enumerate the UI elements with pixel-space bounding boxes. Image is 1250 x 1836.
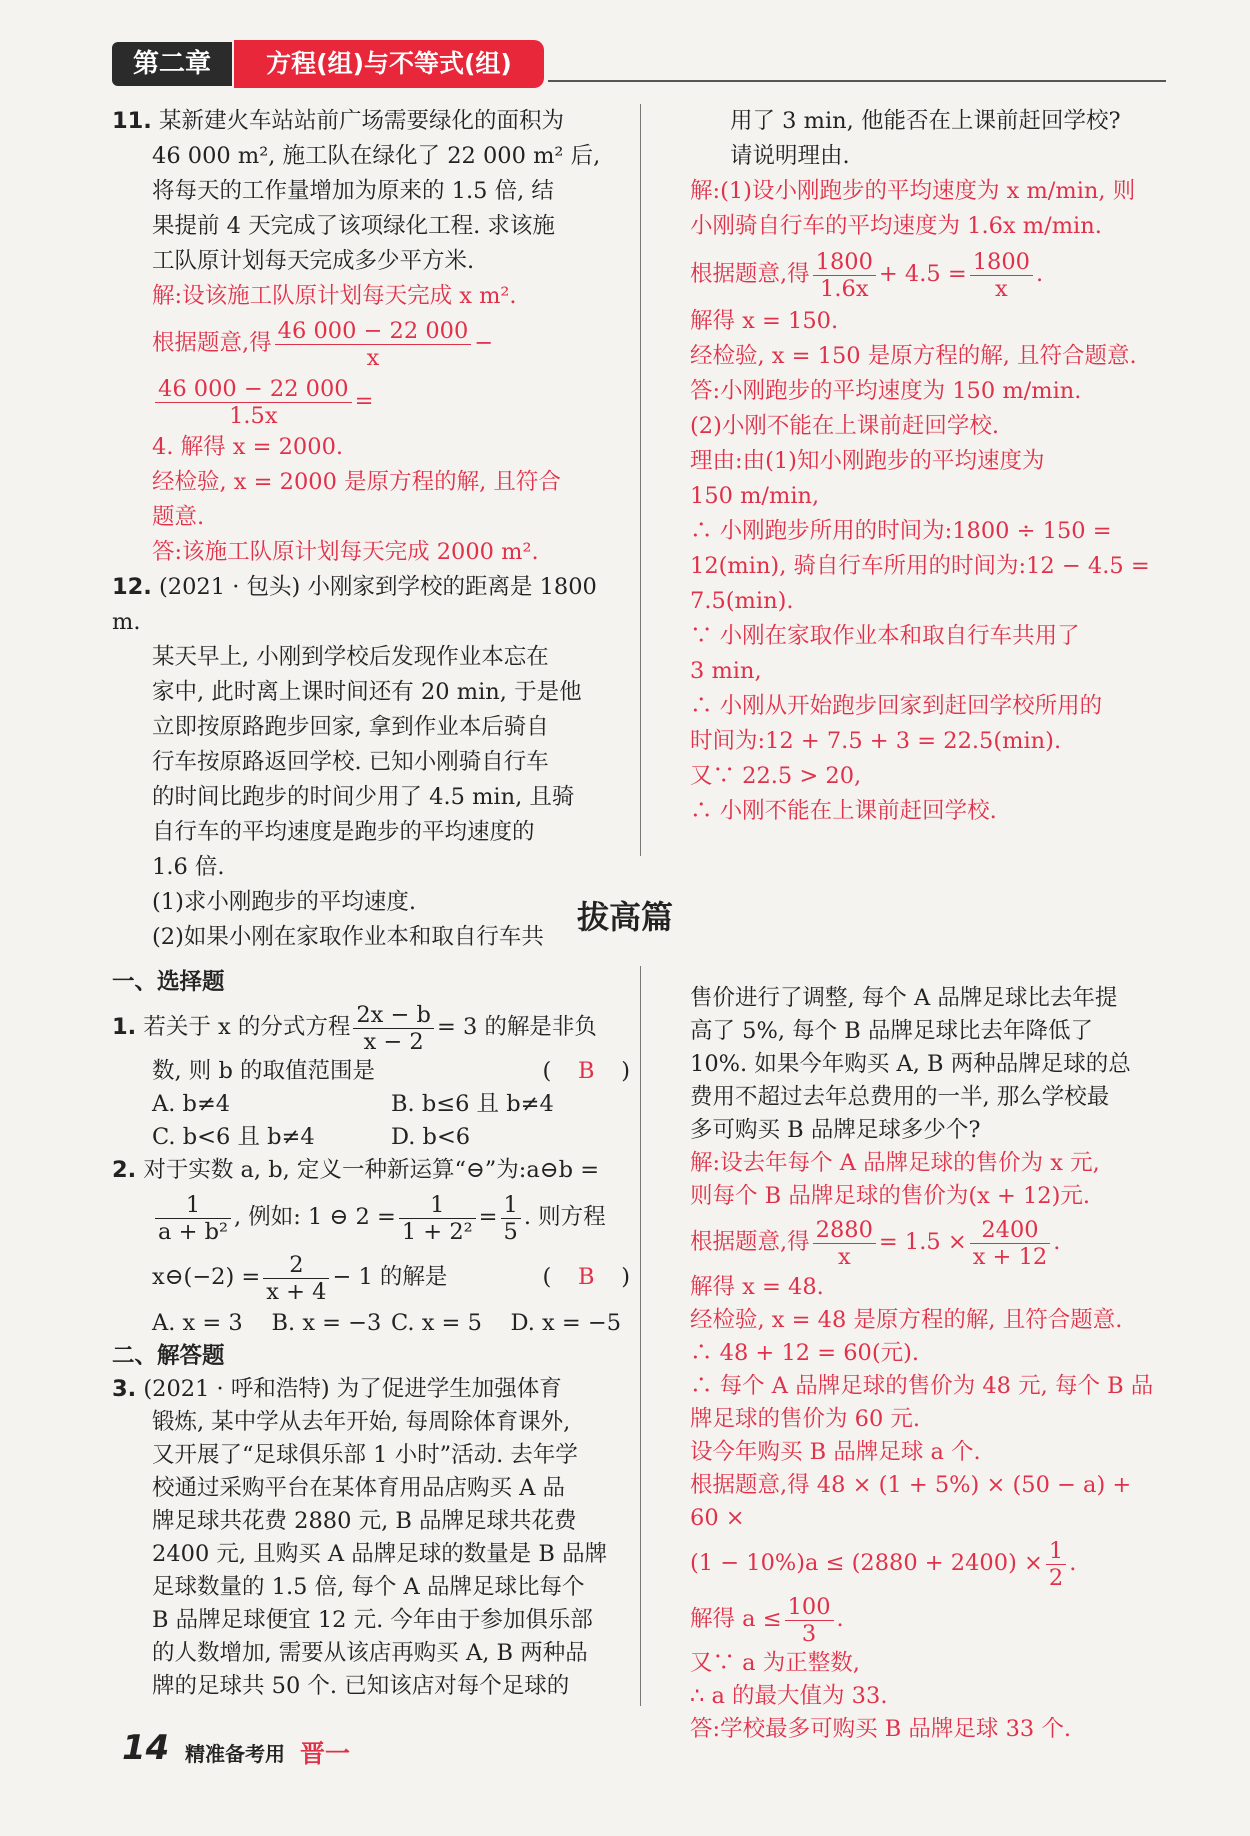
denominator: 3: [801, 1620, 817, 1647]
numerator: 2400: [970, 1217, 1050, 1244]
solution-line: 题意.: [152, 504, 205, 530]
q12-text: (2)如果小刚在家取作业本和取自行车共: [152, 924, 544, 950]
section-title: 拔高篇: [576, 898, 673, 936]
q3-solution: [690, 1147, 1166, 1746]
q1-stem: [112, 999, 630, 1055]
equation-text: 根据题意,得: [152, 330, 272, 356]
q3-text: 费用不超过去年总费用的一半, 那么学校最: [690, 1084, 1110, 1110]
numerator: 1800: [813, 249, 876, 276]
q3-text: 多可购买 B 品牌足球多少个?: [690, 1117, 981, 1143]
q3-text: (2021 · 呼和浩特) 为了促进学生加强体育: [143, 1376, 562, 1402]
q12-text: (2021 · 包头) 小刚家到学校的距离是 1800 m.: [112, 574, 597, 635]
q3-text: 2400 元, 且购买 A 品牌足球的数量是 B 品牌: [152, 1541, 608, 1567]
solution-equation: [112, 314, 630, 430]
q3-text: 牌足球共花费 2880 元, B 品牌足球共花费: [152, 1508, 577, 1534]
numerator: 1: [399, 1192, 476, 1219]
fraction: [501, 1192, 521, 1245]
q3-text: 高了 5%, 每个 B 品牌足球比去年降低了: [690, 1018, 1093, 1044]
chapter-label: 第二章: [112, 42, 232, 86]
q2-equation: [152, 1247, 447, 1307]
option-c[interactable]: C. b<6 且 b≠4: [152, 1124, 315, 1150]
solution-line: ∵ 小刚在家取作业本和取自行车共用了: [690, 623, 1080, 649]
solution-line: ∴ 48 + 12 = 60(元).: [690, 1340, 920, 1366]
q3-line: [112, 1373, 630, 1406]
q1-stem-2: [112, 1055, 630, 1088]
option-a[interactable]: A. x = 3: [152, 1310, 243, 1336]
q1-text: = 3 的解是非负: [436, 1014, 597, 1040]
paren: ): [621, 1264, 630, 1290]
q3-text: 足球数量的 1.5 倍, 每个 A 品牌足球比每个: [152, 1574, 585, 1600]
numerator: 1800: [970, 249, 1033, 276]
solution-line: 经检验, x = 150 是原方程的解, 且符合题意.: [690, 343, 1137, 369]
q12-text: 立即按原路跑步回家, 拿到作业本后骑自: [152, 714, 549, 740]
denominator: x: [995, 275, 1008, 302]
operator: .: [1053, 1229, 1061, 1255]
fraction: [353, 1002, 434, 1055]
paren: ): [621, 1058, 630, 1084]
operator: + 4.5 =: [878, 261, 967, 287]
fraction: [399, 1192, 476, 1245]
q3-text: 又开展了“足球俱乐部 1 小时”活动. 去年学: [152, 1442, 578, 1468]
answer-slot: [542, 1247, 630, 1307]
equation-text: 解得 a ≤: [690, 1606, 782, 1632]
q11-text: 将每天的工作量增加为原来的 1.5 倍, 结: [152, 178, 554, 204]
q2-text: . 则方程: [523, 1204, 606, 1230]
solution-equation: [690, 1535, 1166, 1591]
operator: −: [474, 330, 494, 356]
solution-line: 设今年购买 B 品牌足球 a 个.: [690, 1439, 981, 1465]
q1-options-row: [112, 1121, 630, 1154]
q1-answer: B: [577, 1058, 595, 1084]
q2-text: x⊖(−2) =: [152, 1264, 261, 1290]
numerator: 100: [785, 1594, 834, 1621]
numerator: 1: [155, 1192, 231, 1219]
solution-line: 解:设去年每个 A 品牌足球的售价为 x 元,: [690, 1150, 1100, 1176]
solution-line: 7.5(min).: [690, 588, 794, 614]
q3-text: 校通过采购平台在某体育用品店购买 A 品: [152, 1475, 566, 1501]
solution-line: 答:小刚跑步的平均速度为 150 m/min.: [690, 378, 1082, 404]
top-right-column: [690, 104, 1166, 829]
denominator: 5: [503, 1218, 518, 1245]
denominator: 2: [1048, 1564, 1064, 1591]
q11-line: [112, 104, 630, 139]
q11-text: 工队原计划每天完成多少平方米.: [152, 248, 475, 274]
denominator: 1.6x: [820, 275, 869, 302]
denominator: x: [837, 1243, 851, 1270]
footer-brand: 晋一: [300, 1739, 351, 1768]
q3-text: 售价进行了调整, 每个 A 品牌足球比去年提: [690, 985, 1118, 1011]
fraction: [275, 318, 472, 371]
q11-text: 某新建火车站站前广场需要绿化的面积为: [159, 108, 565, 134]
q1-text: 若关于 x 的分式方程: [143, 1014, 351, 1040]
q3-number: 3.: [112, 1376, 137, 1402]
column-divider: [640, 966, 641, 1706]
q12-text: 自行车的平均速度是跑步的平均速度的: [152, 819, 535, 845]
solution-line: 150 m/min,: [690, 483, 820, 509]
footer-text: 精准备考用: [185, 1742, 285, 1766]
q11-number: 11.: [112, 108, 152, 134]
q3-text: 的人数增加, 需要从该店再购买 A, B 两种品: [152, 1640, 588, 1666]
q2-text: 对于实数 a, b, 定义一种新运算“⊖”为:a⊖b =: [143, 1157, 600, 1183]
solution-line: 3 min,: [690, 658, 762, 684]
solution-line: 答:学校最多可购买 B 品牌足球 33 个.: [690, 1716, 1072, 1742]
solution-line: ∴ 小刚从开始跑步回家到赶回学校所用的: [690, 693, 1103, 719]
chapter-title: 方程(组)与不等式(组): [234, 40, 544, 88]
operator: .: [1035, 261, 1044, 287]
operator: =: [354, 388, 374, 414]
denominator: x + 12: [972, 1243, 1048, 1270]
solution-line: 小刚骑自行车的平均速度为 1.6x m/min.: [690, 213, 1102, 239]
q2-number: 2.: [112, 1157, 137, 1183]
part1-heading: 一、选择题: [112, 969, 225, 995]
q12-text: 的时间比跑步的时间少用了 4.5 min, 且骑: [152, 784, 575, 810]
solution-line: ∴ a 的最大值为 33.: [690, 1683, 888, 1709]
denominator: x: [366, 344, 380, 371]
solution-line: 又∵ 22.5 > 20,: [690, 763, 862, 789]
q12-number: 12.: [112, 574, 152, 600]
bottom-right-column: [690, 982, 1166, 1746]
equation-text: 根据题意,得: [690, 261, 810, 287]
q12-text: 行车按原路返回学校. 已知小刚骑自行车: [152, 749, 549, 775]
q1-text: 数, 则 b 的取值范围是: [152, 1058, 376, 1084]
solution-equation: [690, 244, 1166, 304]
numerator: 46 000 − 22 000: [155, 376, 352, 403]
solution-line: 又∵ a 为正整数,: [690, 1650, 860, 1676]
solution-line: 经检验, x = 2000 是原方程的解, 且符合: [152, 469, 561, 495]
solution-line: (2)小刚不能在上课前赶回学校.: [690, 413, 1000, 439]
fraction: [970, 1217, 1050, 1270]
solution-equation: [690, 1213, 1166, 1271]
solution-line: 解得 x = 150.: [690, 308, 839, 334]
paren: (: [542, 1058, 552, 1084]
option-a[interactable]: A. b≠4: [152, 1091, 231, 1117]
q2-text: , 例如: 1 ⊖ 2 =: [234, 1204, 396, 1230]
solution-line: 则每个 B 品牌足球的售价为(x + 12)元.: [690, 1183, 1091, 1209]
q12-text: 家中, 此时离上课时间还有 20 min, 于是他: [152, 679, 582, 705]
solution-line: ∴ 每个 A 品牌足球的售价为 48 元, 每个 B 品: [690, 1373, 1154, 1399]
numerator: 46 000 − 22 000: [275, 318, 472, 345]
answer-slot: [542, 1055, 630, 1088]
numerator: 2880: [813, 1217, 876, 1244]
q12-text: 某天早上, 小刚到学校后发现作业本忘在: [152, 644, 549, 670]
denominator: 1 + 2²: [401, 1218, 473, 1245]
q3-text: B 品牌足球便宜 12 元. 今年由于参加俱乐部: [152, 1607, 593, 1633]
q12-text: 请说明理由.: [730, 143, 850, 169]
q3-text: 牌的足球共 50 个. 已知该店对每个足球的: [152, 1673, 570, 1699]
q2-answer: B: [577, 1264, 595, 1290]
bottom-left-column: [112, 966, 630, 1703]
q3-text: 锻炼, 某中学从去年开始, 每周除体育课外,: [152, 1409, 571, 1435]
q2-text: =: [478, 1204, 498, 1230]
fraction: [155, 376, 352, 429]
numerator: 2: [263, 1252, 329, 1279]
option-c[interactable]: C. x = 5: [391, 1310, 482, 1336]
q11-text: 果提前 4 天完成了该项绿化工程. 求该施: [152, 213, 555, 239]
denominator: x + 4: [266, 1278, 327, 1305]
q12-solution: [690, 174, 1166, 829]
q12-line: [112, 570, 630, 640]
q2-options-row: [112, 1307, 630, 1340]
solution-line: 答:该施工队原计划每天完成 2000 m².: [152, 539, 539, 565]
solution-line: 解得 x = 48.: [690, 1274, 824, 1300]
solution-line: 牌足球的售价为 60 元.: [690, 1406, 921, 1432]
option-d[interactable]: D. x = −5: [510, 1310, 622, 1336]
operator: .: [836, 1606, 844, 1632]
numerator: 2x − b: [353, 1002, 434, 1029]
solution-line: ∴ 小刚不能在上课前赶回学校.: [690, 798, 997, 824]
fraction: [263, 1252, 329, 1305]
equation-text: (1 − 10%)a ≤ (2880 + 2400) ×: [690, 1550, 1043, 1576]
part2-heading: 二、解答题: [112, 1343, 225, 1369]
fraction: [155, 1192, 231, 1245]
solution-line: 经检验, x = 48 是原方程的解, 且符合题意.: [690, 1307, 1123, 1333]
top-left-column: [112, 104, 630, 955]
q3-text: 10%. 如果今年购买 A, B 两种品牌足球的总: [690, 1051, 1131, 1077]
page-number: 14: [122, 1728, 170, 1768]
fraction: [970, 249, 1033, 302]
solution-line: 解:设该施工队原计划每天完成 x m².: [152, 283, 517, 309]
fraction: [1046, 1538, 1066, 1591]
option-d[interactable]: D. b<6: [391, 1124, 471, 1150]
solution-line: 12(min), 骑自行车所用的时间为:12 − 4.5 =: [690, 553, 1150, 579]
solution-line: 解:(1)设小刚跑步的平均速度为 x m/min, 则: [690, 178, 1136, 204]
q2-text: − 1 的解是: [332, 1264, 448, 1290]
denominator: x − 2: [363, 1028, 424, 1055]
paren: (: [542, 1264, 552, 1290]
header-rule: [548, 80, 1166, 82]
solution-line: 4. 解得 x = 2000.: [152, 434, 344, 460]
q11-text: 46 000 m², 施工队在绿化了 22 000 m² 后,: [152, 143, 601, 169]
column-divider: [640, 104, 641, 856]
option-b[interactable]: B. b≤6 且 b≠4: [391, 1091, 554, 1117]
fraction: [813, 249, 876, 302]
q2-stem: [112, 1154, 630, 1187]
numerator: 1: [1046, 1538, 1066, 1565]
q1-options-row: [112, 1088, 630, 1121]
q11-solution: [112, 279, 630, 570]
denominator: a + b²: [158, 1218, 228, 1245]
operator: = 1.5 ×: [878, 1229, 967, 1255]
fraction: [813, 1217, 876, 1270]
numerator: 1: [501, 1192, 521, 1219]
fraction: [785, 1594, 834, 1647]
denominator: 1.5x: [229, 402, 278, 429]
equation-text: 根据题意,得: [690, 1229, 810, 1255]
solution-line: 时间为:12 + 7.5 + 3 = 22.5(min).: [690, 728, 1062, 754]
q12-text: 用了 3 min, 他能否在上课前赶回学校?: [730, 108, 1121, 134]
q1-number: 1.: [112, 1014, 137, 1040]
q12-text: (1)求小刚跑步的平均速度.: [152, 889, 417, 915]
option-b[interactable]: B. x = −3: [271, 1310, 382, 1336]
q2-stem-2: [112, 1187, 630, 1247]
q12-text: 1.6 倍.: [152, 854, 225, 880]
solution-line: 理由:由(1)知小刚跑步的平均速度为: [690, 448, 1045, 474]
operator: .: [1069, 1550, 1077, 1576]
solution-line: 根据题意,得 48 × (1 + 5%) × (50 − a) + 60 ×: [690, 1472, 1132, 1531]
q2-stem-3: [112, 1247, 630, 1307]
solution-line: ∴ 小刚跑步所用的时间为:1800 ÷ 150 =: [690, 518, 1112, 544]
solution-equation: [690, 1591, 1166, 1647]
